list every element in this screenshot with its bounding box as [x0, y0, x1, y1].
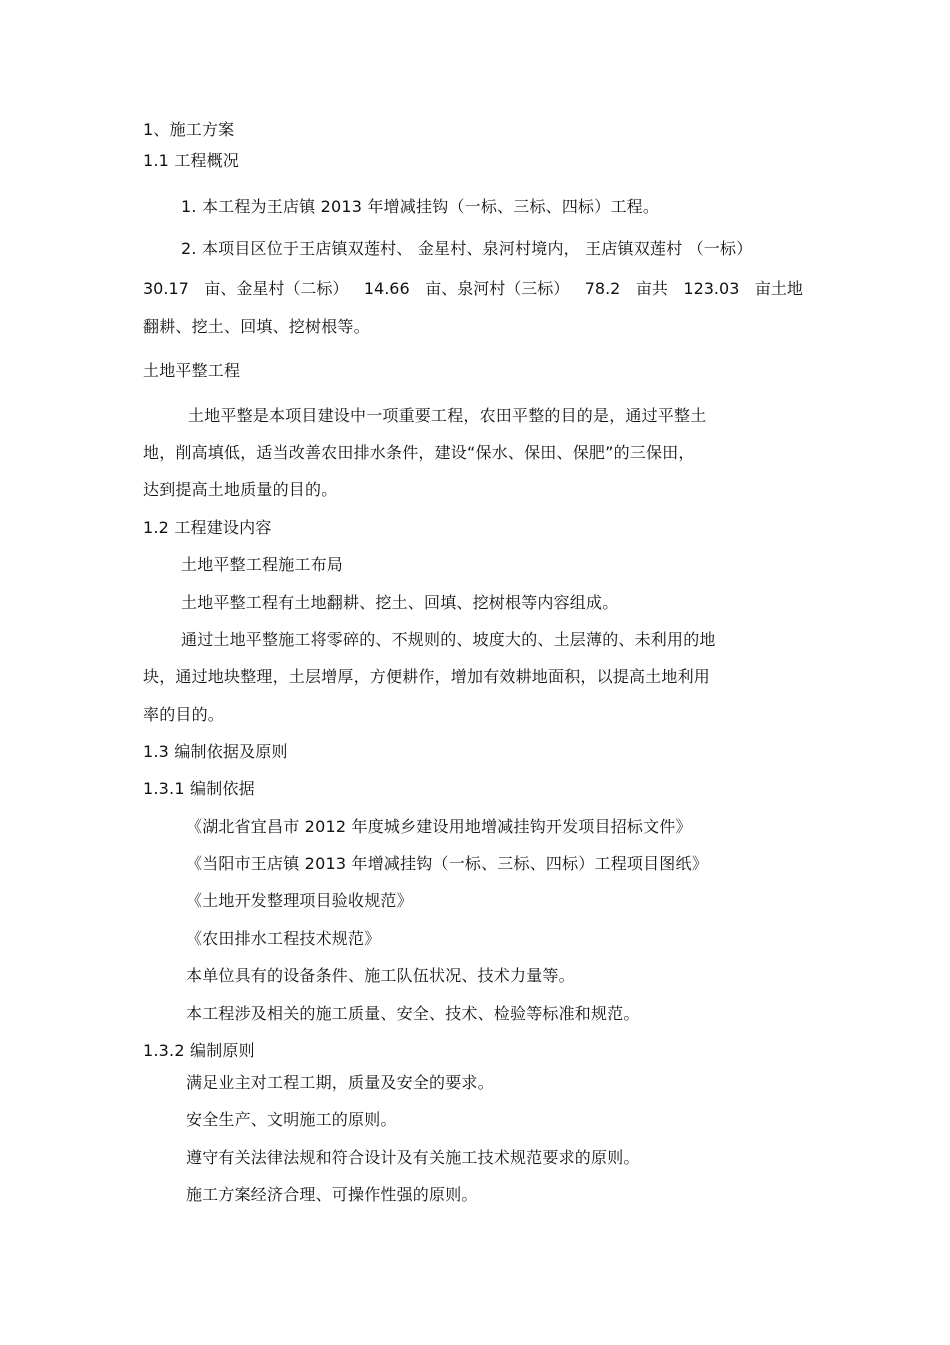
principle-item: 施工方案经济合理、可操作性强的原则。: [186, 1185, 478, 1204]
area-label-2: 亩、泉河村（三标）: [425, 279, 570, 298]
land-leveling-para-line-1: 土地平整是本项目建设中一项重要工程，农田平整的目的是，通过平整土: [188, 406, 707, 425]
heading-1-2: 1.2 工程建设内容: [143, 518, 272, 537]
principle-item: 遵守有关法律法规和符合设计及有关施工技术规范要求的原则。: [186, 1148, 640, 1167]
area-total: 123.03: [683, 279, 740, 298]
basis-item: 本工程涉及相关的施工质量、安全、技术、检验等标准和规范。: [186, 1004, 640, 1023]
overview-item-2-line-1: 2. 本项目区位于王店镇双莲村、 金星村、泉河村境内， 王店镇双莲村 （一标）: [181, 239, 753, 258]
heading-1-3-2: 1.3.2 编制原则: [143, 1041, 255, 1060]
heading-1-1: 1.1 工程概况: [143, 151, 240, 170]
basis-item: 《土地开发整理项目验收规范》: [186, 891, 413, 910]
heading-1-3-1: 1.3.1 编制依据: [143, 779, 255, 798]
area-value-2: 14.66: [363, 279, 410, 298]
land-leveling-para-line-2: 地，削高填低，适当改善农田排水条件，建设“保水、保田、保肥”的三保田，: [143, 443, 695, 462]
area-value-1: 30.17: [143, 279, 189, 298]
heading-1: 1、施工方案: [143, 120, 235, 139]
land-leveling-title: 土地平整工程: [143, 361, 241, 380]
principle-item: 满足业主对工程工期，质量及安全的要求。: [186, 1073, 494, 1092]
layout-title: 土地平整工程施工布局: [181, 555, 344, 574]
basis-item: 本单位具有的设备条件、施工队伍状况、技术力量等。: [186, 966, 575, 985]
area-value-3: 78.2: [584, 279, 621, 298]
overview-item-1: 1. 本工程为王店镇 2013 年增减挂钩（一标、三标、四标）工程。: [181, 197, 660, 216]
overview-item-2-line-2: [143, 279, 803, 299]
area-label-1: 亩、金星村（二标）: [204, 279, 349, 298]
principle-item: 安全生产、文明施工的原则。: [186, 1110, 397, 1129]
construction-para-line-1: 通过土地平整施工将零碎的、不规则的、坡度大的、土层薄的、未利用的地: [181, 630, 716, 649]
land-leveling-para-line-3: 达到提高土地质量的目的。: [143, 480, 338, 499]
basis-item: 《农田排水工程技术规范》: [186, 929, 381, 948]
composition-text: 土地平整工程有土地翻耕、挖土、回填、挖树根等内容组成。: [181, 593, 619, 612]
area-label-3: 亩共: [635, 279, 668, 298]
basis-item: 《湖北省宜昌市 2012 年度城乡建设用地增减挂钩开发项目招标文件》: [186, 817, 692, 836]
overview-item-2-line-3: 翻耕、挖土、回填、挖树根等。: [143, 317, 370, 336]
construction-para-line-3: 率的目的。: [143, 705, 225, 724]
heading-1-3: 1.3 编制依据及原则: [143, 742, 288, 761]
basis-item: 《当阳市王店镇 2013 年增减挂钩（一标、三标、四标）工程项目图纸》: [186, 854, 708, 873]
area-label-total: 亩土地: [754, 279, 803, 298]
construction-para-line-2: 块，通过地块整理，土层增厚，方便耕作，增加有效耕地面积，以提高土地利用: [143, 667, 711, 686]
